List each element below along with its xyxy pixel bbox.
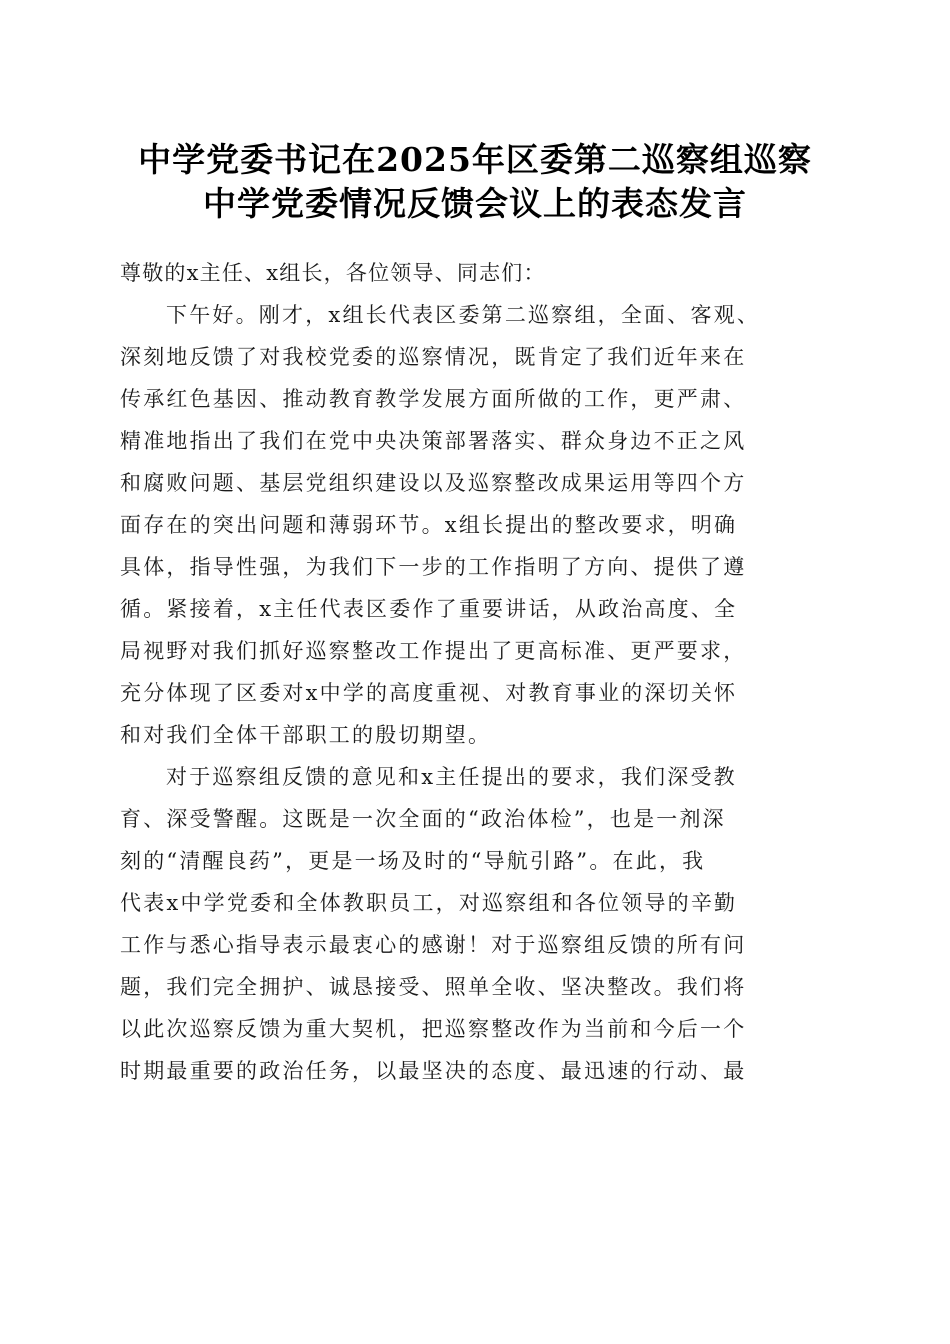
paragraph-line: 刻的“清醒良药”，更是一场及时的“导航引路”。在此，我	[120, 849, 706, 873]
title-line-2: 中学党委情况反馈会议上的表态发言	[203, 184, 747, 223]
paragraph-line: 循。紧接着，x主任代表区委作了重要讲话，从政治高度、全	[120, 597, 738, 621]
salutation: 尊敬的x主任、x组长，各位领导、同志们：	[120, 261, 546, 285]
paragraph-line: 题，我们完全拥护、诚恳接受、照单全收、坚决整改。我们将	[120, 975, 747, 999]
paragraph-line: 充分体现了区委对x中学的高度重视、对教育事业的深切关怀	[120, 681, 738, 705]
paragraph-line: 面存在的突出问题和薄弱环节。x组长提出的整改要求，明确	[120, 513, 738, 537]
paragraph-2	[120, 756, 835, 1092]
paragraph-line: 下午好。刚才，x组长代表区委第二巡察组，全面、客观、	[166, 303, 761, 327]
paragraph-line: 代表x中学党委和全体教职员工，对巡察组和各位领导的辛勤	[120, 891, 738, 915]
document-title	[60, 138, 890, 226]
paragraph-line: 育、深受警醒。这既是一次全面的“政治体检”，也是一剂深	[120, 807, 726, 831]
paragraph-line: 深刻地反馈了对我校党委的巡察情况，既肯定了我们近年来在	[120, 345, 747, 369]
paragraph-line: 时期最重要的政治任务，以最坚决的态度、最迅速的行动、最	[120, 1059, 747, 1083]
paragraph-line: 对于巡察组反馈的意见和x主任提出的要求，我们深受教	[166, 765, 737, 789]
paragraph-line: 具体，指导性强，为我们下一步的工作指明了方向、提供了遵	[120, 555, 747, 579]
document-body	[120, 252, 835, 1092]
paragraph-1	[120, 294, 835, 756]
title-line-1: 中学党委书记在2025年区委第二巡察组巡察	[138, 140, 812, 179]
paragraph-line: 和腐败问题、基层党组织建设以及巡察整改成果运用等四个方	[120, 471, 747, 495]
paragraph-line: 和对我们全体干部职工的殷切期望。	[120, 723, 492, 747]
paragraph-line: 以此次巡察反馈为重大契机，把巡察整改作为当前和今后一个	[120, 1017, 747, 1041]
paragraph-line: 传承红色基因、推动教育教学发展方面所做的工作，更严肃、	[120, 387, 747, 411]
paragraph-line: 工作与悉心指导表示最衷心的感谢！对于巡察组反馈的所有问	[120, 933, 747, 957]
paragraph-line: 精准地指出了我们在党中央决策部署落实、群众身边不正之风	[120, 429, 747, 453]
paragraph-line: 局视野对我们抓好巡察整改工作提出了更高标准、更严要求，	[120, 639, 747, 663]
